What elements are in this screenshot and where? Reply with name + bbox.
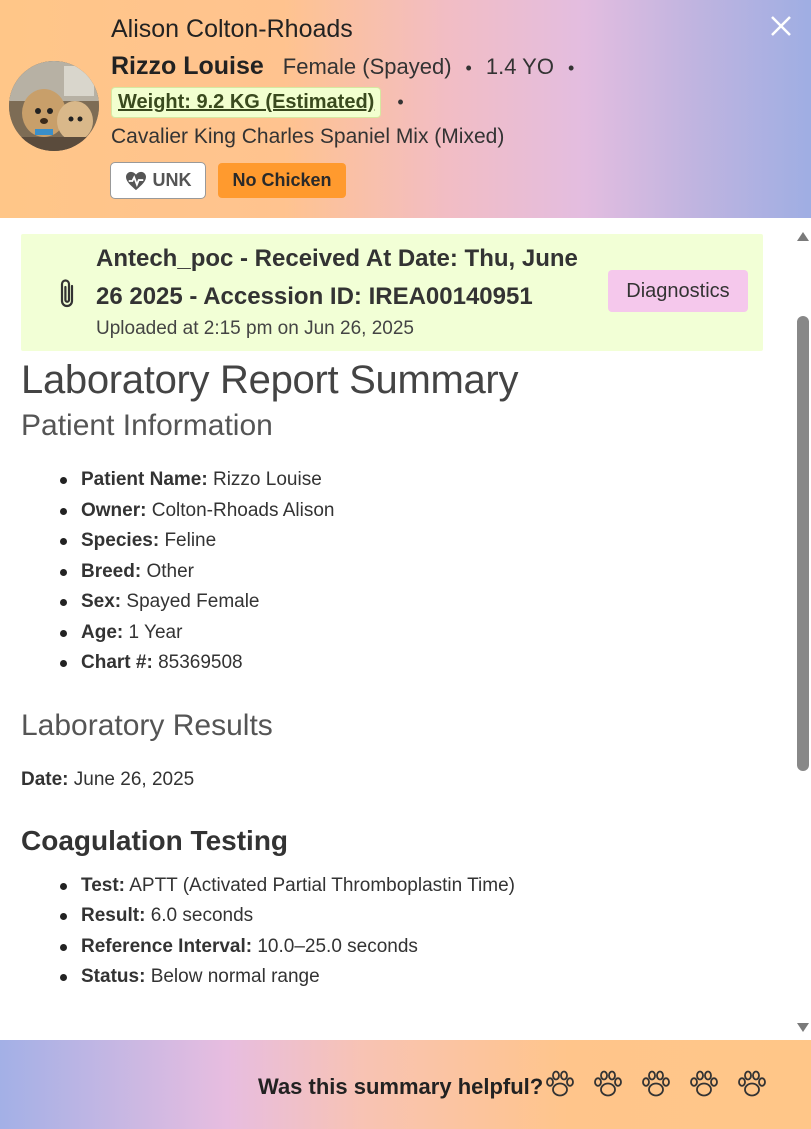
scroll-thumb[interactable] bbox=[797, 316, 809, 771]
close-icon[interactable] bbox=[768, 14, 794, 40]
health-status-label: UNK bbox=[152, 170, 192, 190]
owner-name: Alison Colton-Rhoads bbox=[111, 15, 353, 43]
feedback-footer bbox=[0, 1040, 811, 1129]
list-item: Status: Below normal range bbox=[21, 962, 781, 993]
pet-breed: Cavalier King Charles Spaniel Mix (Mixed) bbox=[111, 125, 505, 148]
allergy-tag[interactable]: No Chicken bbox=[218, 163, 346, 198]
lab-results-heading: Laboratory Results bbox=[21, 708, 273, 742]
list-item: Test: APTT (Activated Partial Thromboplastin Time) bbox=[21, 871, 781, 902]
heart-pulse-icon bbox=[125, 171, 147, 191]
paw-icon[interactable] bbox=[592, 1068, 624, 1100]
list-item: Result: 6.0 seconds bbox=[21, 901, 781, 932]
attachment-title: Antech_poc - Received At Date: Thu, June 26 2025 - Accession ID: IREA00140951 bbox=[96, 245, 578, 310]
coagulation-list bbox=[21, 871, 781, 993]
paw-icon[interactable] bbox=[688, 1068, 720, 1100]
rating-paws bbox=[544, 1068, 768, 1100]
list-item: Species: Feline bbox=[21, 526, 781, 557]
scroll-up-arrow[interactable] bbox=[797, 232, 809, 241]
paw-icon[interactable] bbox=[640, 1068, 672, 1100]
paperclip-icon bbox=[55, 278, 79, 310]
paw-icon[interactable] bbox=[736, 1068, 768, 1100]
pet-name: Rizzo Louise bbox=[111, 52, 264, 80]
feedback-question: Was this summary helpful? bbox=[258, 1074, 544, 1099]
list-item: Chart #: 85369508 bbox=[21, 648, 781, 679]
patient-info-heading: Patient Information bbox=[21, 409, 273, 442]
health-status-tag[interactable] bbox=[110, 162, 206, 199]
pet-sex: Female (Spayed) bbox=[282, 54, 452, 79]
list-item: Reference Interval: 10.0–25.0 seconds bbox=[21, 932, 781, 963]
attachment-uploaded: Uploaded at 2:15 pm on Jun 26, 2025 bbox=[96, 318, 414, 339]
results-date: Date: June 26, 2025 bbox=[21, 768, 195, 790]
coagulation-heading: Coagulation Testing bbox=[21, 824, 289, 856]
pet-age: 1.4 YO bbox=[485, 54, 554, 79]
patient-header bbox=[0, 0, 811, 218]
separator-dot: • bbox=[465, 58, 472, 78]
patient-info-list bbox=[21, 465, 781, 679]
list-item: Patient Name: Rizzo Louise bbox=[21, 465, 781, 496]
list-item: Sex: Spayed Female bbox=[21, 587, 781, 618]
diagnostics-badge[interactable]: Diagnostics bbox=[608, 270, 748, 312]
attachment-card[interactable] bbox=[21, 234, 763, 351]
weight-badge[interactable]: Weight: 9.2 KG (Estimated) bbox=[111, 87, 381, 118]
list-item: Breed: Other bbox=[21, 557, 781, 588]
separator-dot: • bbox=[397, 92, 404, 112]
paw-icon[interactable] bbox=[544, 1068, 576, 1100]
report-title: Laboratory Report Summary bbox=[21, 358, 519, 402]
scroll-down-arrow[interactable] bbox=[797, 1023, 809, 1032]
list-item: Owner: Colton-Rhoads Alison bbox=[21, 496, 781, 527]
lab-report bbox=[21, 358, 781, 993]
pet-avatar bbox=[9, 61, 99, 151]
weight-row bbox=[111, 87, 418, 118]
summary-content[interactable] bbox=[0, 218, 793, 1040]
patient-tags bbox=[110, 162, 346, 199]
scrollbar[interactable] bbox=[795, 226, 811, 1032]
list-item: Age: 1 Year bbox=[21, 618, 781, 649]
pet-summary-row bbox=[111, 52, 588, 81]
separator-dot: • bbox=[567, 58, 575, 78]
